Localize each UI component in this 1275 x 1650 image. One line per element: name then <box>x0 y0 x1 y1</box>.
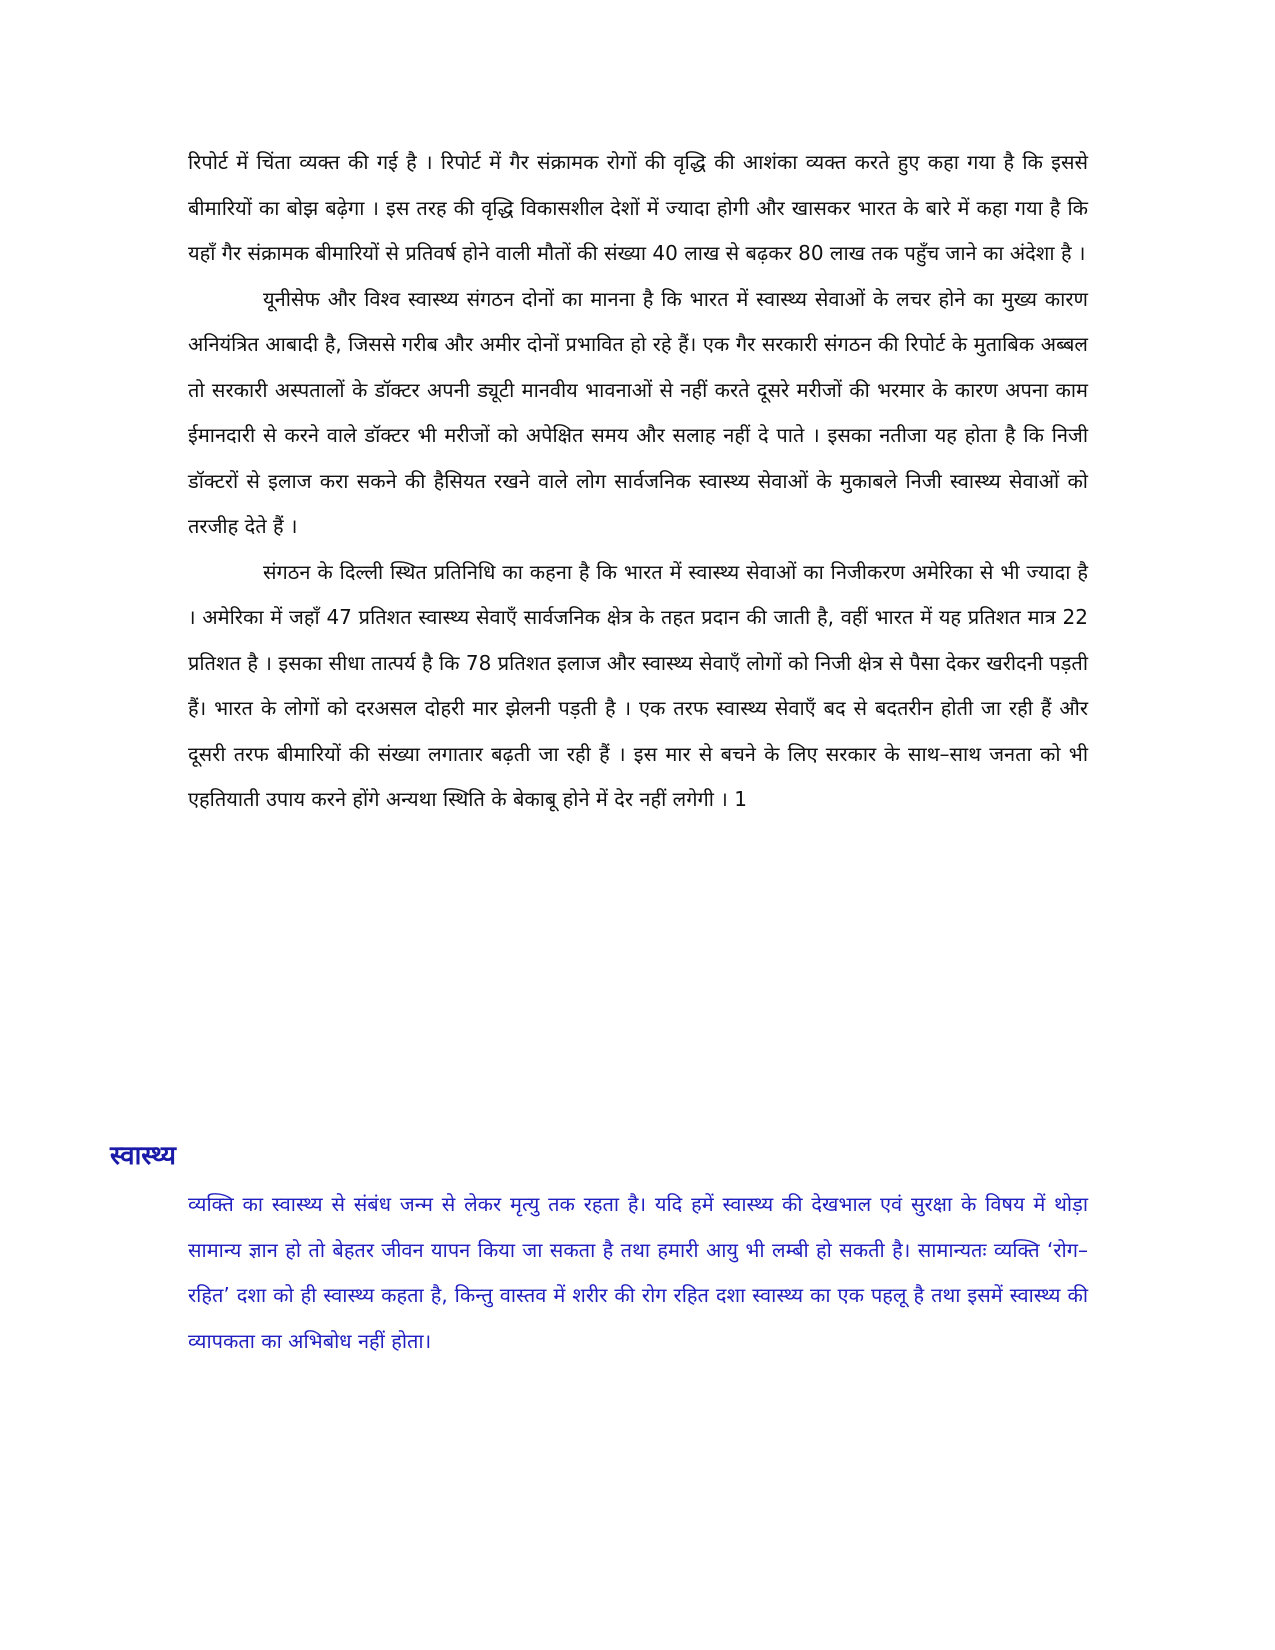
section-heading: स्वास्थ्य <box>110 1141 177 1171</box>
paragraph-privatization: संगठन के दिल्ली स्थित प्रतिनिधि का कहना है कि भारत में स्वास्थ्य सेवाओं का निजीकरण अमेरिका से भी ज्यादा है । अमेरिका में जहॉं 47 प्रतिशत स्वास्थ्य सेवाऍं सार्वजनिक क्षेत्र के तहत प्रदान की जाती है, वहीं भारत में यह प्रतिशत मात्र 22 प्रतिशत है । इसका सीधा तात्पर्य है कि 78 प्रतिशत इलाज और स्वास्थ्य सेवाऍं लोगों को निजी क्षेत्र से पैसा देकर खरीदनी पड़ती हैं। भारत के लोगों को दरअसल दोहरी मार झेलनी पड़ती है । एक तरफ स्वास्थ्य सेवाऍं बद से बदतरीन होती जा रही हैं और दूसरी तरफ बीमारियों की संख्या लगातार बढ़ती जा रही हैं । इस मार से बचने के लिए सरकार के साथ–साथ जनता को भी एहतियाती उपाय करने होंगे अन्यथा स्थिति के बेकाबू होने में देर नहीं लगेगी । 1 <box>188 559 1088 811</box>
paragraph-report-concern: रिपोर्ट में चिंता व्यक्त की गई है । रिपोर्ट में गैर संक्रामक रोगों की वृद्धि की आशंका व्यक्त करते हुए कहा गया है कि इससे बीमारियों का बोझ बढ़ेगा । इस तरह की वृद्धि विकासशील देशों में ज्यादा होगी और खासकर भारत के बारे में कहा गया है कि यहॉं गैर संक्रामक बीमारियों से प्रतिवर्ष होने वाली मौतों की संख्या 40 लाख से बढ़कर 80 लाख तक पहुॅंच जाने का अंदेशा है । <box>188 150 1088 265</box>
paragraph-unicef-who: यूनीसेफ और विश्व स्वास्थ्य संगठन दोनों का मानना है कि भारत में स्वास्थ्य सेवाओं के लचर होने का मुख्य कारण अनियंत्रित आबादी है, जिससे गरीब और अमीर दोनों प्रभावित हो रहे हैं। एक गैर सरकारी संगठन की रिपोर्ट के मुताबिक अब्बल तो सरकारी अस्पतालों के डॉक्टर अपनी ड्यूटी मानवीय भावनाओं से नहीं करते दूसरे मरीजों की भरमार के कारण अपना काम ईमानदारी से करने वाले डॉक्टर भी मरीजों को अपेक्षित समय और सलाह नहीं दे पाते । इसका नतीजा यह होता है कि निजी डॉक्टरों से इलाज करा सकने की हैसियत रखने वाले लोग सार्वजनिक स्वास्थ्य सेवाओं के मुकाबले निजी स्वास्थ्य सेवाओं को तरजीह देते हैं । <box>188 286 1088 538</box>
section-paragraph: व्यक्ति का स्वास्थ्य से संबंध जन्म से लेकर मृत्यु तक रहता है। यदि हमें स्वास्थ्य की देखभाल एवं सुरक्षा के विषय में थोड़ा सामान्य ज्ञान हो तो बेहतर जीवन यापन किया जा सकता है तथा हमारी आयु भी लम्बी हो सकती है। सामान्यतः व्यक्ति ‘रोग–रहित’ दशा को ही स्वास्थ्य कहता है, किन्तु वास्तव में शरीर की रोग रहित दशा स्वास्थ्य का एक पहलू है तथा इसमें स्वास्थ्य की व्यापकता का अभिबोध नहीं होता। <box>188 1192 1088 1353</box>
body-text <box>188 140 1088 823</box>
